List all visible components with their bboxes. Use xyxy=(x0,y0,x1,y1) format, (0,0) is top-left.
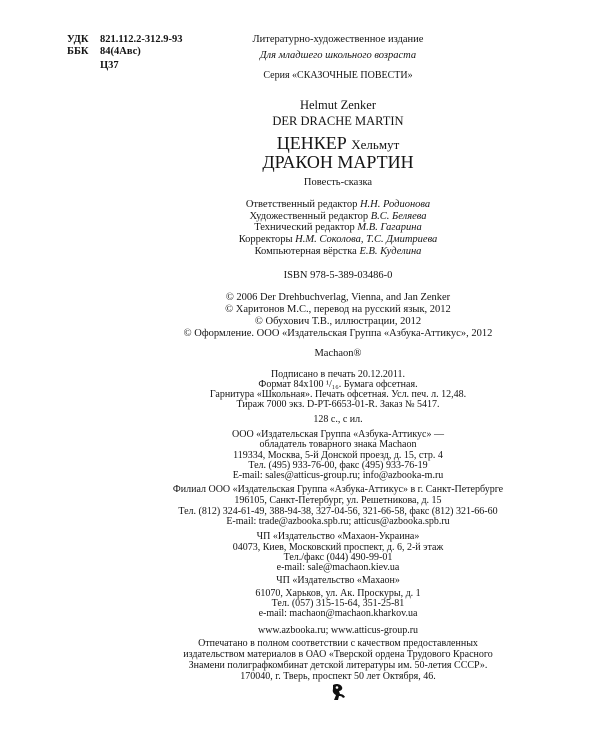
author-name: Хельмут xyxy=(351,137,400,152)
credit-name: Н.М. Соколова, Т.С. Дмитриева xyxy=(295,234,438,245)
publisher-line: Тел. (812) 324-61-49, 388-94-38, 327-04-56, 321-66-58, факс (812) 321-66-60 xyxy=(178,506,498,517)
imprint-line: Гарнитура «Школьная». Печать офсетная. Усл. печ. л. 12,48. xyxy=(209,389,467,400)
credit-role: Ответственный редактор xyxy=(245,199,358,210)
credit-line xyxy=(0,222,600,234)
publisher-line: 04073, Киев, Московский проспект, д. 6, 2-й этаж xyxy=(232,542,444,553)
author-surname: ЦЕНКЕР xyxy=(276,133,347,153)
credit-name: В.С. Беляева xyxy=(370,211,427,222)
bbk-label: ББК xyxy=(67,46,89,57)
publisher-line: Филиал ООО «Издательская Группа «Азбука-Аттикус» в г. Санкт-Петербурге xyxy=(172,484,504,495)
udk-label: УДК xyxy=(67,34,89,45)
copyright-line: © 2006 Der Drehbuchverlag, Vienna, and Jan Zenker xyxy=(225,292,451,303)
printer-line: Знамени полиграфкомбинат детской литературы им. 50-летия СССР». xyxy=(188,660,488,671)
copyright-line: © Обухович Т.В., иллюстрации, 2012 xyxy=(254,316,422,327)
publisher-line: ЧП «Издательство «Махаон-Украина» xyxy=(256,531,420,542)
imprint-line: Формат 84x100 ¹/₁₆. Бумага офсетная. xyxy=(258,379,418,390)
credit-role: Художественный редактор xyxy=(249,211,369,222)
page-count: 128 с., с ил. xyxy=(313,414,363,425)
publisher-line: Тел. (057) 315-15-64, 351-25-81 xyxy=(271,598,405,609)
isbn: ISBN 978-5-389-03486-0 xyxy=(283,270,393,281)
publisher-email: e-mail: machaon@machaon.kharkov.ua xyxy=(258,608,418,619)
copyright-line: © Харитонов М.С., перевод на русский язык, 2012 xyxy=(225,304,451,315)
credit-line xyxy=(0,234,600,246)
publisher-line: ЧП «Издательство «Махаон» xyxy=(276,575,400,586)
printer-line: издательством материалов в ОАО «Тверской ордена Трудового Красного xyxy=(183,649,493,660)
book-title: ДРАКОН МАРТИН xyxy=(262,152,414,172)
original-title: DER DRACHE MARTIN xyxy=(272,114,404,128)
series-line: Серия «СКАЗОЧНЫЕ ПОВЕСТИ» xyxy=(263,70,413,81)
credit-name: Е.В. Куделина xyxy=(359,246,422,257)
printer-line: Отпечатано в полном соответствии с качеством предоставленных xyxy=(198,638,478,649)
genre-line: Литературно-художественное издание xyxy=(252,34,424,45)
credit-role: Компьютерная вёрстка xyxy=(254,246,357,257)
credit-line xyxy=(0,246,600,258)
book-subtitle: Повесть-сказка xyxy=(303,177,373,188)
credit-role: Корректоры xyxy=(238,234,293,245)
trademark: Machaon® xyxy=(314,348,362,359)
bbk-code: 84(4Авс) xyxy=(100,46,141,57)
publisher-email: e-mail: sale@machaon.kiev.ua xyxy=(276,562,400,573)
imprint-line: Тираж 7000 экз. D-PT-6653-01-R. Заказ № 5417. xyxy=(236,399,440,410)
udk-code: 821.112.2-312.9-93 xyxy=(100,34,183,45)
websites: www.azbooka.ru; www.atticus-group.ru xyxy=(257,625,419,636)
publisher-line: ООО «Издательская Группа «Азбука-Аттикус» — xyxy=(232,429,444,440)
publisher-line: Тел./факс (044) 490-99-01 xyxy=(283,552,393,563)
publisher-email: E-mail: trade@azbooka.spb.ru; atticus@azbooka.spb.ru xyxy=(226,516,450,527)
original-author: Helmut Zenker xyxy=(299,98,376,112)
publisher-line: 61070, Харьков, ул. Ак. Проскуры, д. 1 xyxy=(255,588,421,599)
publisher-line: 196105, Санкт-Петербург, ул. Решетникова, д. 15 xyxy=(234,495,442,506)
credit-name: М.В. Гагарина xyxy=(357,222,422,233)
printer-line: 170040, г. Тверь, проспект 50 лет Октября, 46. xyxy=(240,671,436,682)
imprint-line: Подписано в печать 20.12.2011. xyxy=(270,369,406,380)
printer-logo-icon xyxy=(330,683,346,701)
publisher-email: E-mail: sales@atticus-group.ru; info@azbooka-m.ru xyxy=(232,470,444,481)
credit-line xyxy=(0,199,600,211)
publisher-line: Тел. (495) 933-76-00, факс (495) 933-76-19 xyxy=(248,460,428,471)
author-code: Ц37 xyxy=(100,60,119,71)
credit-name: Н.Н. Родионова xyxy=(359,199,431,210)
publisher-line: обладатель товарного знака Machaon xyxy=(259,439,417,450)
credit-role: Технический редактор xyxy=(254,222,355,233)
publisher-line: 119334, Москва, 5-й Донской проезд, д. 15, стр. 4 xyxy=(233,450,443,461)
copyright-line: © Оформление. ООО «Издательская Группа «Азбука-Аттикус», 2012 xyxy=(183,328,493,339)
age-line: Для младшего школьного возраста xyxy=(259,50,417,61)
